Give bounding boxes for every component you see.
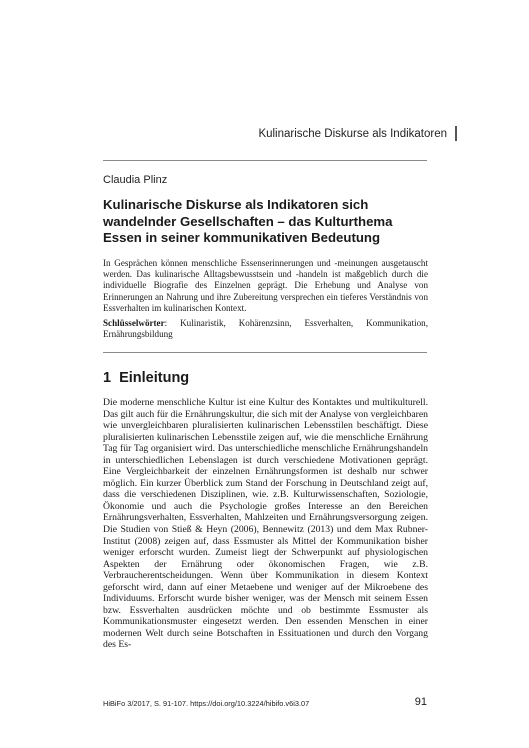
top-rule [103, 160, 427, 161]
running-header: Kulinarische Diskurse als Indikatoren [258, 128, 447, 140]
section-rule [103, 352, 427, 353]
page-number: 91 [414, 696, 427, 708]
keywords-text: : Kulinaristik, Kohärenzsinn, Essverhalten, Kommunikation, Ernährungsbildung [103, 318, 428, 340]
section-title: Einleitung [119, 370, 190, 386]
author-name: Claudia Plinz [103, 174, 168, 186]
keywords [103, 318, 428, 340]
body-paragraph: Die moderne menschliche Kultur ist eine Kultur des Kontaktes und multikulturell. Das gilt auch für die Ernährungskultur, die sich mit der Analyse von vergleichbaren wie unvergleichbaren pluralisierten kulinarischen Lebensstilen beschäftigt. Diese pluralisierten kulinarischen Lebensstile zeigen auf, wie die menschliche Ernährung Tag für Tag organisiert wird. Das unterschiedliche menschliche Ernährungshandeln in unterschiedlichen Lebenslagen ist durch verschiedene Motivationen geprägt. Eine Vergleichbarkeit der einzelnen Ernährungsformen ist deshalb nur schwer möglich. Ein kurzer Überblick zum Stand der Forschung in Deutschland zeigt auf, dass die verschiedenen Disziplinen, wie. z.B. Kulturwissenschaften, Soziologie, Ökonomie und auch die Psychologie großes Interesse an den Bereichen Ernährungsverhalten, Essverhalten, Mahlzeiten und Ernährungsversorgung zeigen. Die Studien von Stieß & Heyn (2006), Bennewitz (2013) und dem Max Rubner-Institut (2008) zeigen auf, dass Essmuster als Mittel der Kommunikation bisher weniger erforscht wurden. Zumeist liegt der Schwerpunkt auf physiologischen Aspekten der Ernährung oder ökonomischen Fragen, wie z.B. Verbraucherentscheidungen. Wenn über Kommunikation in diesem Kontext geforscht wird, dann auf einer Metaebene und weniger auf der Mikroebene des Individuums. Erforscht wurde bisher weniger, was der Mensch mit seinem Essen bzw. Essverhalten ausdrücken möchte und ob bestimmte Essmuster als Kommunikationsmuster eingesetzt werden. Den essenden Menschen in einer modernen Welt durch seine Botschaften in Essituationen und durch den Vorgang des Es- [103, 397, 428, 651]
footer-citation: HiBiFo 3/2017, S. 91-107. https://doi.org/10.3224/hibifo.v6i3.07 [103, 699, 310, 708]
abstract: In Gesprächen können menschliche Essenserinnerungen und -meinungen ausgetauscht werden. Das kulinarische Alltagsbewusstsein und -handeln ist maßgeblich durch die individuelle Biografie des Einzelnen geprägt. Die Erhebung und Analyse von Erinnerungen an Nahrung und ihre Zubereitung versprechen ein tieferes Verständnis von Essverhalten im kulinarischen Kontext. [103, 258, 428, 313]
paper-title: Kulinarische Diskurse als Indikatoren sich wandelnder Gesellschaften – das Kulturthema Essen in seiner kommunikativen Bedeutung [103, 197, 393, 245]
section-number: 1 [103, 370, 112, 386]
section-heading [103, 370, 189, 386]
header-divider-bar [455, 126, 457, 141]
keywords-label: Schlüsselwörter [103, 318, 165, 328]
